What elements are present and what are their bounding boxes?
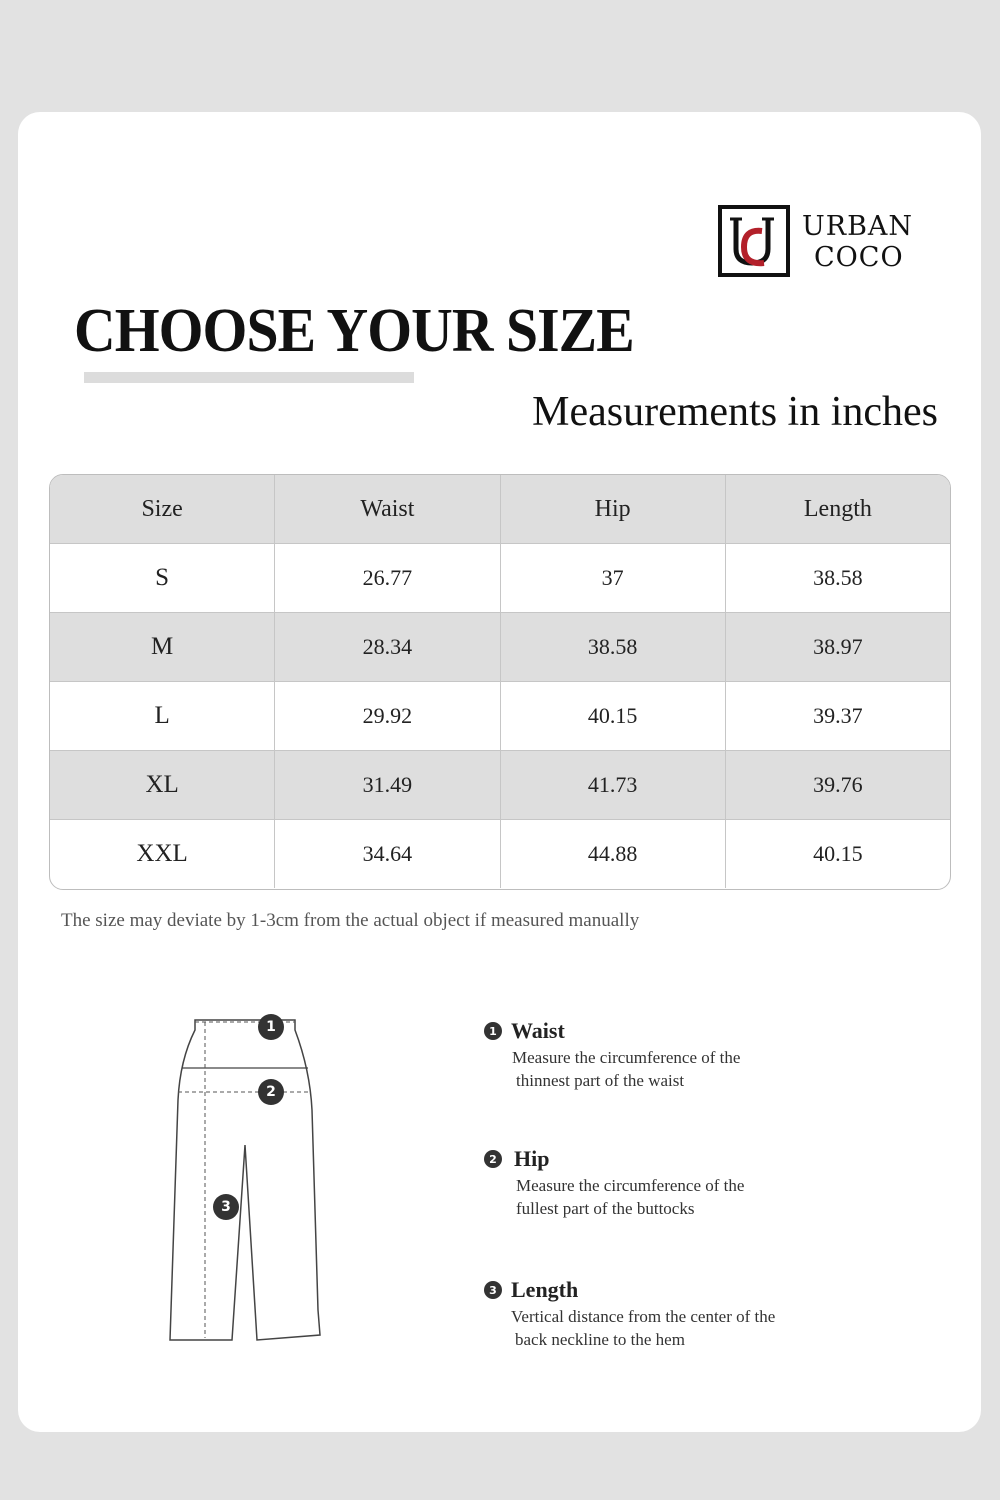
legend-waist [484,1018,822,1092]
legend-desc-line: Measure the circumference of the [512,1048,741,1067]
size-cell: S [50,544,275,612]
table-row [50,613,950,682]
legend-name: Hip [514,1146,550,1171]
legend-desc-line: back neckline to the hem [515,1330,685,1349]
length-cell: 38.58 [813,565,863,590]
length-cell: 39.37 [813,703,863,728]
legend-desc-line: fullest part of the buttocks [516,1199,695,1218]
logo-line-2: COCO [814,242,904,273]
header-waist: Waist [275,475,500,543]
logo-mark [718,205,790,277]
marker-waist: 1 [258,1014,284,1040]
logo-wordmark [802,211,913,273]
waist-cell: 28.34 [275,613,500,681]
waist-cell: 34.64 [275,820,500,888]
legend-desc-line: Vertical distance from the center of the [511,1307,776,1326]
header-hip: Hip [501,475,726,543]
size-cell: XL [50,751,275,819]
marker-hip: 2 [258,1079,284,1105]
units-subtitle: Measurements in inches [532,389,938,435]
legend-desc-line: Measure the circumference of the [516,1176,745,1195]
length-cell: 40.15 [813,841,863,866]
table-header-row [50,475,950,544]
waist-cell: 26.77 [275,544,500,612]
table-row [50,544,950,613]
marker-length: 3 [213,1194,239,1220]
page-title: CHOOSE YOUR SIZE [74,297,634,365]
table-row [50,751,950,820]
length-cell: 38.97 [813,634,863,659]
measurement-note: The size may deviate by 1-3cm from the actual object if measured manually [61,910,640,931]
uc-monogram-icon [722,209,786,273]
legend-name: Length [511,1277,579,1302]
hip-cell: 38.58 [501,613,726,681]
legend-description [516,1174,826,1220]
header-size: Size [50,475,275,543]
hip-cell: 44.88 [501,820,726,888]
size-table [49,474,951,890]
header-length: Length [803,495,872,522]
legend-number: 3 [484,1281,502,1299]
title-underline [84,372,414,383]
waist-cell: 31.49 [275,751,500,819]
waist-cell: 29.92 [275,682,500,750]
length-cell: 39.76 [813,772,863,797]
pants-diagram [160,1010,330,1350]
legend-number: 1 [484,1022,502,1040]
logo-line-1: URBAN [802,211,914,242]
table-row [50,682,950,751]
size-cell: XXL [50,820,275,888]
legend-desc-line: thinnest part of the waist [516,1071,685,1090]
legend-length [484,1277,851,1351]
legend-description [512,1046,822,1092]
table-row [50,820,950,888]
hip-cell: 40.15 [501,682,726,750]
size-cell: M [50,613,275,681]
hip-cell: 37 [501,544,726,612]
legend-name: Waist [511,1018,565,1043]
legend-hip [484,1146,826,1220]
brand-logo [718,205,938,285]
hip-cell: 41.73 [501,751,726,819]
pants-outline-icon [160,1010,330,1350]
legend-description [511,1305,851,1351]
size-cell: L [50,682,275,750]
legend-number: 2 [484,1150,502,1168]
